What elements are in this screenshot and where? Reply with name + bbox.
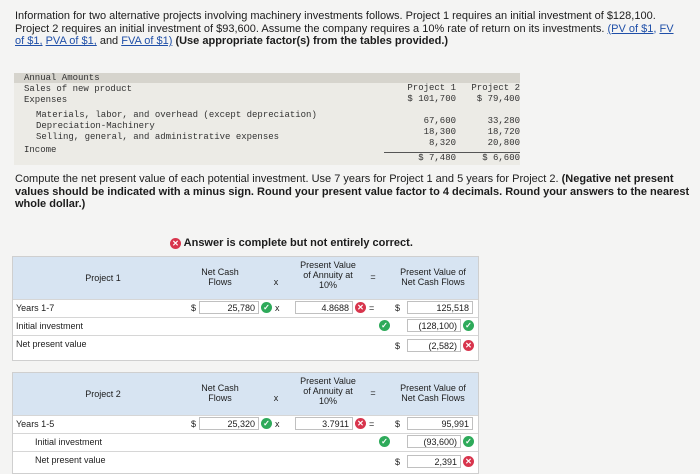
project1-net-cash-header: Net Cash Flows [201, 267, 239, 287]
project1-title: Project 1 [85, 273, 121, 283]
project2-row-npv: Net present value [35, 455, 106, 465]
row-expenses-label: Expenses [24, 95, 68, 105]
col-project1: Project 1 [407, 83, 456, 93]
project2-equals: = [369, 419, 375, 429]
row-selling-p2: 20,800 [487, 138, 520, 148]
pv-table-link[interactable]: (PV of $1, [607, 22, 657, 35]
row-sales-p2: $ 79,400 [476, 94, 520, 104]
compute-text: Compute the net present value of each potential investment. Use 7 years for Project 1 and 5 years for Project 2. [15, 173, 559, 185]
project2-net-cash-header: Net Cash Flows [201, 383, 239, 403]
project2-pv-annuity-header: Present Value of Annuity at 10% [300, 376, 356, 406]
check-icon: ✓ [463, 320, 474, 331]
project2-row-initial: Initial investment [35, 437, 103, 447]
row-sales-label: Sales of new product [24, 84, 133, 94]
fv-of-1-link[interactable]: of $1, [15, 35, 43, 47]
intro-instruction: (Use appropriate factor(s) from the tables provided.) [175, 35, 449, 47]
project1-equals-header: = [370, 272, 376, 282]
project1-dollar-1: $ [191, 303, 197, 313]
project1-equals: = [369, 303, 375, 313]
project1-cash-flow-input[interactable]: 25,780 [199, 301, 259, 314]
check-icon: ✓ [261, 418, 272, 429]
x-icon: ✕ [463, 340, 474, 351]
project1-pv-annuity-header: Present Value of Annuity at 10% [300, 260, 356, 290]
row-income-p2: $ 6,600 [454, 152, 520, 164]
intro-line3: of $1, PVA of $1, and FVA of $1) (Use appropriate factor(s) from the tables provided.) [15, 35, 449, 47]
project1-row-initial: Initial investment [16, 321, 84, 331]
project2-dollar-1: $ [191, 419, 197, 429]
project2-npv-input[interactable]: 2,391 [407, 455, 461, 468]
project2-dollar-2: $ [395, 419, 401, 429]
annual-header: Annual Amounts [24, 73, 100, 83]
project1-pv-net-header: Present Value of Net Cash Flows [400, 267, 466, 287]
col-project2: Project 2 [471, 83, 520, 93]
project2-row-years: Years 1-5 [16, 419, 55, 429]
fva-table-link[interactable]: FVA of $1) [121, 35, 173, 47]
row-selling-label: Selling, general, and administrative expenses [36, 132, 280, 142]
project1-row-npv: Net present value [16, 339, 87, 349]
project2-table [12, 372, 479, 474]
project2-dollar-3: $ [395, 457, 401, 467]
annual-amounts-table [14, 73, 520, 165]
row-materials-p1: 67,600 [423, 116, 456, 126]
project1-dollar-3: $ [395, 341, 401, 351]
row-selling-p1: 8,320 [428, 138, 456, 148]
project1-row-years: Years 1-7 [16, 303, 55, 313]
project1-initial-input[interactable]: (128,100) [407, 319, 461, 332]
project1-npv-input[interactable]: (2,582) [407, 339, 461, 352]
project2-times: x [275, 419, 280, 429]
intro-line1: Information for two alternative projects involving machinery investments follows. Project 1 requires an initial investment of $128,100. [15, 10, 656, 22]
project1-times-header: x [273, 277, 279, 287]
check-icon: ✓ [379, 320, 390, 331]
row-depreciation-p2: 18,720 [487, 127, 520, 137]
x-icon: ✕ [355, 302, 366, 313]
project1-factor-input[interactable]: 4.8688 [295, 301, 353, 314]
project2-pv-net-header: Present Value of Net Cash Flows [400, 383, 466, 403]
compute-bold: (Negative net present values should be indicated with a minus sign. Round your present value factor to 4 decimals. Round your answers to the nearest whole dollar.) [15, 173, 690, 210]
row-depreciation-label: Depreciation-Machinery [36, 121, 155, 131]
answer-status-banner [170, 237, 413, 249]
x-icon: ✕ [463, 456, 474, 467]
project1-dollar-2: $ [395, 303, 401, 313]
banner-text: Answer is complete but not entirely correct. [183, 237, 413, 249]
pva-table-link[interactable]: PVA of $1, [45, 35, 97, 47]
row-depreciation-p1: 18,300 [423, 127, 456, 137]
project2-equals-header: = [370, 388, 376, 398]
row-materials-p2: 33,280 [487, 116, 520, 126]
x-icon: ✕ [170, 238, 181, 249]
check-icon: ✓ [379, 436, 390, 447]
project1-pv-input[interactable]: 125,518 [407, 301, 473, 314]
project2-factor-input[interactable]: 3.7911 [295, 417, 353, 430]
project1-times: x [275, 303, 280, 313]
problem-intro [15, 10, 695, 48]
row-sales-p1: $ 101,700 [407, 94, 456, 104]
compute-instructions [15, 173, 695, 211]
row-income-label: Income [24, 145, 57, 155]
fv-table-link[interactable]: FV [659, 22, 674, 35]
project1-table [12, 256, 479, 361]
check-icon: ✓ [463, 436, 474, 447]
row-materials-label: Materials, labor, and overhead (except depreciation) [36, 110, 317, 120]
x-icon: ✕ [355, 418, 366, 429]
project2-cash-flow-input[interactable]: 25,320 [199, 417, 259, 430]
row-income-p1: $ 7,480 [384, 152, 456, 164]
check-icon: ✓ [261, 302, 272, 313]
intro-line2: Project 2 requires an initial investment of $93,600. Assume the company requires a 10% rate of return on its investments. (PV of $1, FV [15, 22, 674, 35]
project2-times-header: x [273, 393, 279, 403]
project2-title: Project 2 [85, 389, 121, 399]
project2-initial-input[interactable]: (93,600) [407, 435, 461, 448]
project2-pv-input[interactable]: 95,991 [407, 417, 473, 430]
